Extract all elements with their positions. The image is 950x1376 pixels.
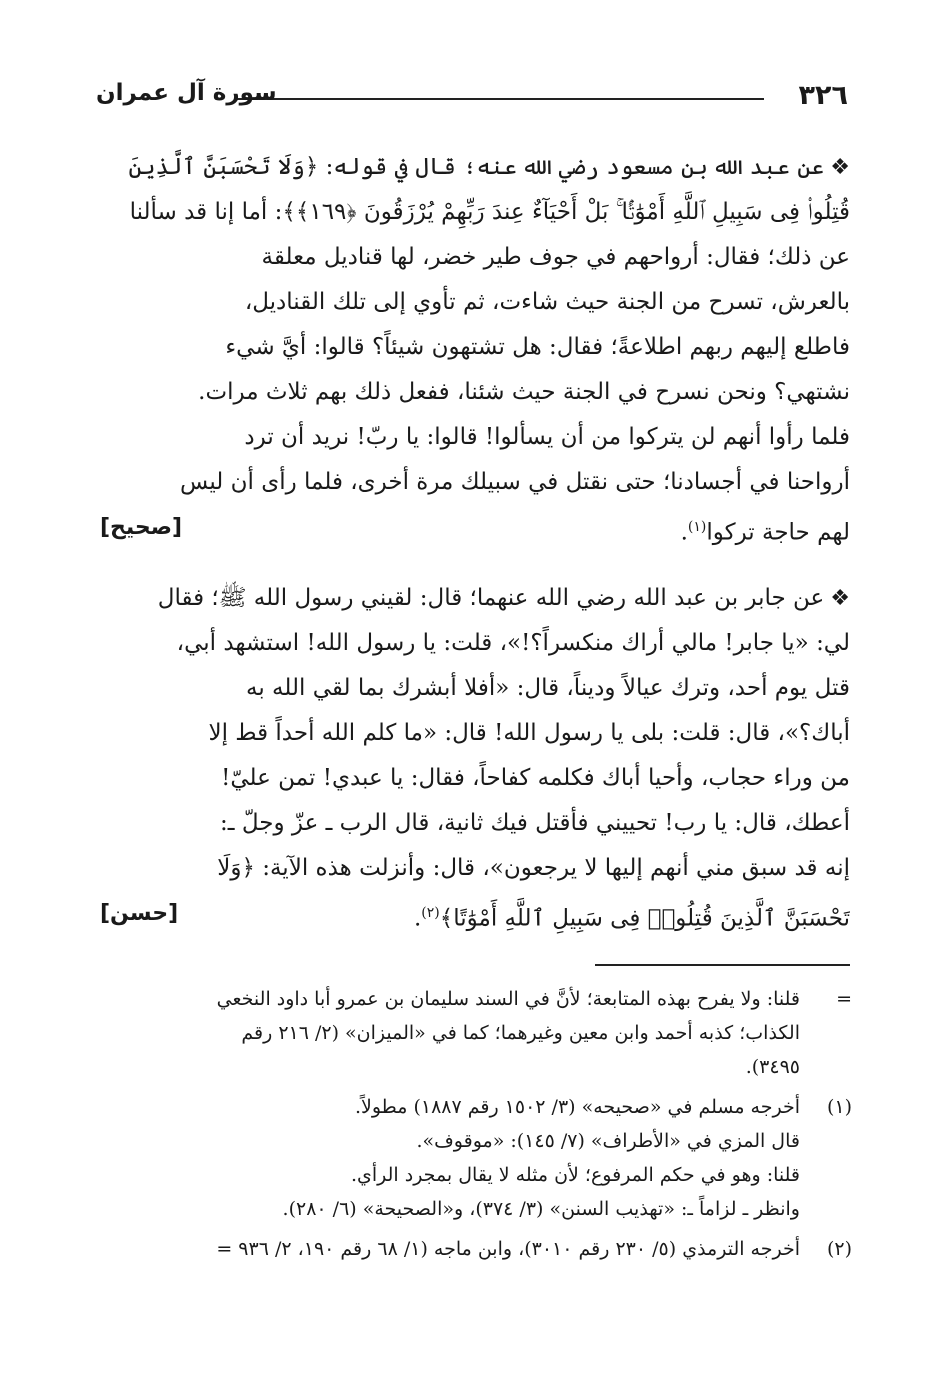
text-line: إنه قد سبق مني أنهم إليها لا يرجعون»، قال: وأنزلت هذه الآية: ﴿وَلَا <box>217 854 850 881</box>
footnote-line: قلنا: وهو في حكم المرفوع؛ لأن مثله لا يقال بمجرد الرأي. <box>350 1164 800 1186</box>
text-line: من وراء حجاب، وأحيا أباك فكلمه كفاحاً، فقال: يا عبدي! تمن عليّ! <box>221 764 850 791</box>
footnote-line: الكذاب؛ كذبه أحمد وابن معين وغيرهما؛ كما في «الميزان» (٢/ ٢١٦ رقم <box>241 1022 800 1044</box>
text-line: عن ذلك؛ فقال: أرواحهم في جوف طير خضر، لها قناديل معلقة <box>261 244 850 270</box>
footnote-line: ٣٤٩٥). <box>745 1056 800 1078</box>
text-line: أباك؟»، قال: قلت: بلى يا رسول الله! قال: «ما كلم الله أحداً قط إلا <box>208 719 850 746</box>
text-line: فاطلع إليهم ربهم اطلاعةً؛ فقال: هل تشتهون شيئاً؟ قالوا: أيَّ شيء <box>225 334 850 360</box>
diamond-bullet-icon: ❖ <box>830 155 850 180</box>
last-line-text: لهم حاجة تركوا <box>706 519 850 546</box>
text-line: ❖عن عبد الله بن مسعود رضي الله عنه؛ قال في قوله: ﴿وَلَا تَحْسَبَنَّ ٱلَّذِينَ <box>128 154 850 180</box>
text-line: فلما رأوا أنهم لن يتركوا من أن يسألوا! قالوا: يا ربّ! نريد أن ترد <box>244 424 850 450</box>
footnote-line: قلنا: ولا يفرح بهذه المتابعة؛ لأنَّ في السند سليمان بن عمرو أبا داود النخعي <box>216 988 800 1010</box>
footnote-separator <box>595 964 850 966</box>
grading-badge: [صحيح] <box>100 515 183 540</box>
footnote-line: أخرجه الترمذي (٥/ ٢٣٠ رقم ٣٠١٠)، وابن ماجه (١/ ٦٨ رقم ١٩٠، ٢/ ٩٣٦ = <box>216 1238 800 1260</box>
footnote-marker: (١) <box>826 1096 852 1118</box>
footnote-continuation <box>100 982 852 1084</box>
footnote-line: أخرجه مسلم في «صحيحه» (٣/ ١٥٠٢ رقم ١٨٨٧) مطولاً. <box>354 1096 800 1118</box>
main-text <box>100 145 850 961</box>
text-line: أرواحنا في أجسادنا؛ حتى نقتل في سبيلك مرة أخرى، فلما رأى أن ليس <box>180 469 850 495</box>
text-line: لي: «يا جابر! مالي أراك منكسراً؟!»، قلت: يا رسول الله! استشهد أبي، <box>176 629 850 656</box>
footnote-2 <box>100 1232 852 1266</box>
footnote-marker: = <box>836 988 852 1010</box>
hadith-paragraph-2 <box>100 576 850 942</box>
footnote-marker: (٢) <box>826 1238 852 1260</box>
text-line-last: لهم حاجة تركوا$^{(١)}$. [صحيح] <box>100 505 850 556</box>
footnote-line: قال المزي في «الأطراف» (٧/ ١٤٥): «موقوف». <box>416 1130 800 1152</box>
running-header <box>96 78 848 118</box>
text-line: أعطك، قال: يا رب! تحييني فأقتل فيك ثانية، قال الرب ـ عزّ وجلّ ـ: <box>220 809 850 836</box>
hadith-paragraph-1 <box>100 145 850 556</box>
footnote-1 <box>100 1090 852 1226</box>
text-line: نشتهي؟ ونحن نسرح في الجنة حيث شئنا، ففعل ذلك بهم ثلاث مرات. <box>198 379 850 405</box>
text-line: قُتِلُوا۟ فِى سَبِيلِ ٱللَّهِ أَمْوَٰتًۢا ۚ بَلْ أَحْيَآءٌ عِندَ رَبِّهِمْ يُرْزَقُونَ ﴿١٦٩﴾﴾: أما إنا قد سألنا <box>129 199 850 225</box>
surah-title: سورة آل عمران <box>96 80 277 106</box>
text-line: ❖عن جابر بن عبد الله رضي الله عنهما؛ قال: لقيني رسول الله ﷺ؛ فقال <box>157 584 850 611</box>
footnote-ref-1[interactable]: (١) <box>687 519 707 535</box>
footnote-ref-2[interactable]: (٢) <box>421 904 440 921</box>
last-line-text: تَحْسَبَنَّ ٱلَّذِينَ قُتِلُوا۟ فِى سَبِيلِ ٱللَّهِ أَمْوَٰتًا﴾ <box>439 905 850 932</box>
text-line: قتل يوم أحد، وترك عيالاً وديناً، قال: «أفلا أبشرك بما لقي الله به <box>246 674 850 701</box>
footnote-line: وانظر ـ لزاماً ـ: «تهذيب السنن» (٣/ ٣٧٤)، و«الصحيحة» (٦/ ٢٨٠). <box>282 1198 800 1220</box>
text-line-last: تَحْسَبَنَّ ٱلَّذِينَ قُتِلُوا۟ فِى سَبِيلِ ٱللَّهِ أَمْوَٰتًا﴾$^{(٢)}$. [حسن] <box>100 891 850 942</box>
footnotes <box>100 982 852 1272</box>
text-line: بالعرش، تسرح من الجنة حيث شاءت، ثم تأوي إلى تلك القناديل، <box>244 289 850 315</box>
page-number: ٣٢٦ <box>798 80 848 111</box>
diamond-bullet-icon: ❖ <box>830 585 850 611</box>
header-rule <box>236 98 764 100</box>
grading-badge: [حسن] <box>100 900 179 926</box>
